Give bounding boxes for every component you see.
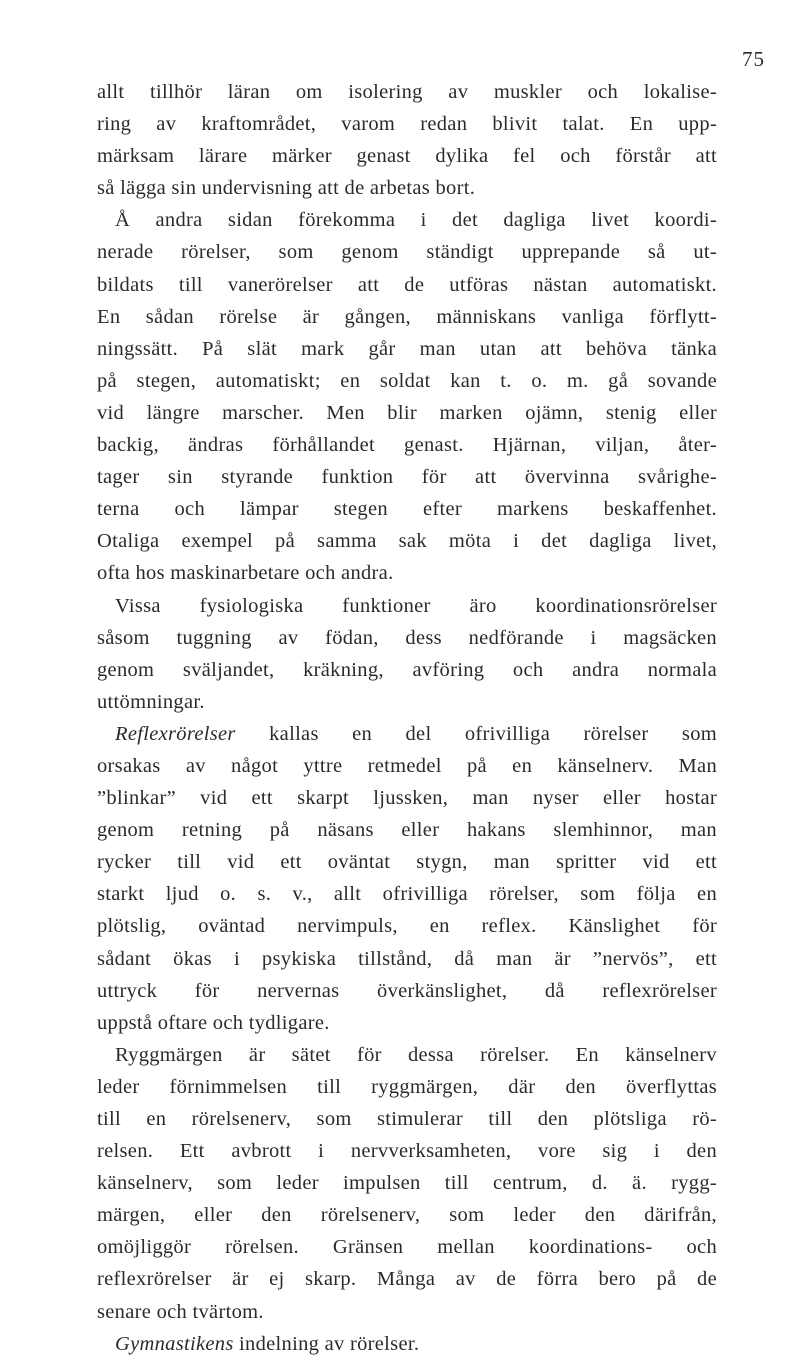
paragraph <box>97 1328 717 1360</box>
text-line: reflexrörelser är ej skarp. Många av de förra bero på de <box>97 1268 717 1291</box>
text-line: leder förnimmelsen till ryggmärgen, där den överflyttas <box>97 1075 717 1098</box>
text-line: uttömningar. <box>97 690 205 713</box>
text-line: starkt ljud o. s. v., allt ofrivilliga rörelser, som följa en <box>97 883 717 906</box>
text-line: nerade rörelser, som genom ständigt upprepande så ut- <box>97 241 717 264</box>
text-line <box>97 1328 717 1360</box>
text-line: vid längre marscher. Men blir marken ojämn, stenig eller <box>97 401 717 424</box>
text-line: såsom tuggning av födan, dess nedförande i magsäcken <box>97 626 717 649</box>
text-line: märksam lärare märker genast dylika fel och förstår att <box>97 145 717 168</box>
paragraph <box>97 718 717 1039</box>
text-line: genom retning på näsans eller hakans slemhinnor, man <box>97 819 717 842</box>
text-line <box>97 718 717 750</box>
text-line: omöjliggör rörelsen. Gränsen mellan koordinations- och <box>97 1236 717 1259</box>
text-line: genom sväljandet, kräkning, avföring och andra normala <box>97 658 717 681</box>
text-line: tager sin styrande funktion för att övervinna svårighe- <box>97 466 717 489</box>
text-line: märgen, eller den rörelsenerv, som leder den därifrån, <box>97 1204 717 1227</box>
term-reflexrorelser: Reflexrörelser <box>115 722 236 745</box>
text-line: Ryggmärgen är sätet för dessa rörelser. En känselnerv <box>115 1043 717 1066</box>
text-line: på stegen, automatiskt; en soldat kan t. o. m. gå sovande <box>97 369 717 392</box>
text-line: senare och tvärtom. <box>97 1300 264 1323</box>
text-line: till en rörelsenerv, som stimulerar till den plötsliga rö- <box>97 1108 717 1130</box>
text-line: uppstå oftare och tydligare. <box>97 1011 330 1034</box>
text-line: En sådan rörelse är gången, människans vanliga förflytt- <box>97 305 717 328</box>
text-run: kallas en del ofrivilliga rörelser som <box>235 722 717 745</box>
paragraph <box>97 590 717 718</box>
text-line: backig, ändras förhållandet genast. Hjärnan, viljan, åter- <box>97 434 717 457</box>
text-line: bildats till vanerörelser att de utföras nästan automatiskt. <box>97 273 717 296</box>
text-line: rycker till vid ett oväntat stygn, man spritter vid ett <box>97 851 717 874</box>
text-line: så lägga sin undervisning att de arbetas bort. <box>97 177 476 200</box>
term-gymnastikens: Gymnastikens <box>115 1332 234 1355</box>
paragraph <box>97 204 717 589</box>
paragraph <box>97 76 717 204</box>
text-line: ofta hos maskinarbetare och andra. <box>97 562 394 585</box>
paragraph <box>97 1039 717 1328</box>
body-text <box>97 76 717 1360</box>
text-line: allt tillhör läran om isolering av muskler och lokalise- <box>97 81 717 103</box>
text-line: relsen. Ett avbrott i nervverksamheten, vore sig i den <box>97 1140 717 1163</box>
page-number: 75 <box>742 47 765 71</box>
text-line: Otaliga exempel på samma sak möta i det dagliga livet, <box>97 530 717 553</box>
text-line: Å andra sidan förekomma i det dagliga livet koordi- <box>115 209 717 232</box>
text-line: ningssätt. På slät mark går man utan att behöva tänka <box>97 337 717 360</box>
text-line: känselnerv, som leder impulsen till centrum, d. ä. rygg- <box>97 1172 717 1195</box>
text-line: sådant ökas i psykiska tillstånd, då man är ”nervös”, ett <box>97 947 717 970</box>
text-line: plötslig, oväntad nervimpuls, en reflex. Känslighet för <box>97 915 717 938</box>
text-line: uttryck för nervernas överkänslighet, då reflexrörelser <box>97 979 717 1002</box>
text-line: orsakas av något yttre retmedel på en känselnerv. Man <box>97 754 717 777</box>
text-line: ring av kraftområdet, varom redan blivit talat. En upp- <box>97 113 717 136</box>
text-line: terna och lämpar stegen efter markens beskaffenhet. <box>97 498 717 521</box>
text-run: indelning av rörelser. <box>233 1332 420 1355</box>
text-line: Vissa fysiologiska funktioner äro koordinationsrörelser <box>115 594 717 617</box>
text-line: ”blinkar” vid ett skarpt ljussken, man nyser eller hostar <box>97 787 717 810</box>
